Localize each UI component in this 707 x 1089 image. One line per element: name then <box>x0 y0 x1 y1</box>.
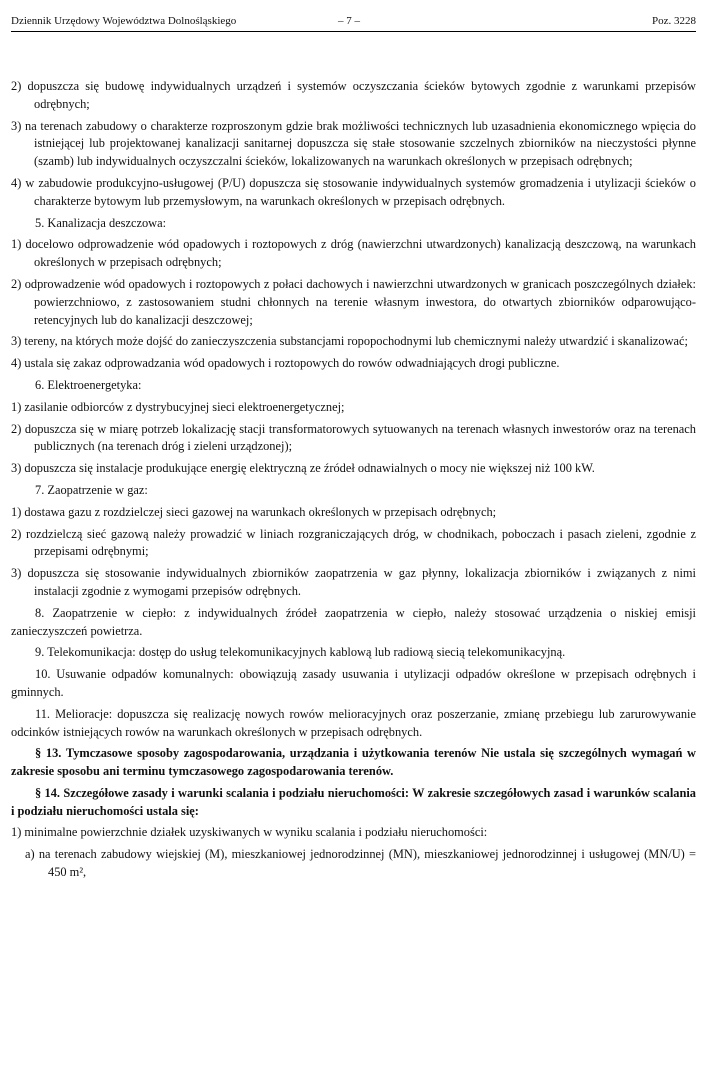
journal-title: Dziennik Urzędowy Województwa Dolnośląskiego <box>11 15 237 27</box>
paragraph: 1) minimalne powierzchnie działek uzyskiwanych w wyniku scalania i podziału nieruchomości: <box>11 825 488 840</box>
paragraph: 5. Kanalizacja deszczowa: <box>35 215 167 230</box>
paragraph: § 14. Szczegółowe zasady i warunki scalania i podziału nieruchomości: W zakresie szczegółowych zasad i warunków scalania i podziału nieruchomości ustala się: <box>11 785 696 818</box>
paragraph: 2) rozdzielczą sieć gazową należy prowadzić w liniach rozgraniczających dróg, w chodnikach, poboczach i pasach zieleni, zgodnie z przepisami odrębnymi; <box>11 526 696 559</box>
paragraph: 3) dopuszcza się instalacje produkujące energię elektryczną ze źródeł odnawialnych o mocy nie większej niż 100 kW. <box>11 461 595 476</box>
paragraph: 1) zasilanie odbiorców z dystrybucyjnej sieci elektroenergetycznej; <box>11 399 345 414</box>
paragraph: 4) w zabudowie produkcyjno-usługowej (P/U) dopuszcza się stosowanie indywidualnych systemów gromadzenia i utylizacji ścieków o charakterze bytowym lub przemysłowym, na warunkach określonych w przepisach odrębnych. <box>11 175 696 208</box>
paragraph: § 13. Tymczasowe sposoby zagospodarowania, urządzania i użytkowania terenów Nie ustala się szczególnych wymagań w zakresie sposobu ani terminu tymczasowego zagospodarowania terenów. <box>11 746 696 779</box>
paragraph: 1) docelowo odprowadzenie wód opadowych i roztopowych z dróg (nawierzchni utwardzonych) kanalizacją deszczową, na warunkach określonych w przepisach odrębnych; <box>11 237 696 270</box>
paragraph: 11. Melioracje: dopuszcza się realizację nowych rowów melioracyjnych oraz poszerzanie, zmianę przebiegu lub zarurowywanie odcinków istniejących rowów na warunkach określonych w przepisach odrębnych. <box>11 706 696 739</box>
paragraph: 10. Usuwanie odpadów komunalnych: obowiązują zasady usuwania i utylizacji odpadów określone w przepisach odrębnych i gminnych. <box>11 667 696 699</box>
paragraph: 1) dostawa gazu z rozdzielczej sieci gazowej na warunkach określonych w przepisach odrębnych; <box>11 504 497 519</box>
paragraph: 6. Elektroenergetyka: <box>35 377 142 392</box>
paragraph: 9. Telekomunikacja: dostęp do usług telekomunikacyjnych kablową lub radiową siecią telekomunikacyjną. <box>35 645 566 660</box>
paragraph: 4) ustala się zakaz odprowadzania wód opadowych i roztopowych do rowów odwadniających drogi publiczne. <box>11 356 560 371</box>
document-body <box>11 78 696 886</box>
paragraph: 2) dopuszcza się w miarę potrzeb lokalizację stacji transformatorowych sytuowanych na terenach własnych inwestorów oraz na terenach publicznych (na terenach dróg i zieleni urządzonej); <box>11 421 696 454</box>
paragraph: 7. Zaopatrzenie w gaz: <box>35 482 148 497</box>
page-header <box>11 11 696 32</box>
paragraph: 3) na terenach zabudowy o charakterze rozproszonym gdzie brak możliwości technicznych lub uzasadnienia ekonomicznego wpięcia do istniejącej lub projektowanej kanalizacji sanitarnej dopuszcza się stałe stosowanie szczelnych zbiorników na nieczystości płynne (szamb) lub indywidualnych oczyszczalni ścieków, lokalizowanych na warunkach określonych w przepisach odrębnych; <box>11 118 696 169</box>
paragraph: 8. Zaopatrzenie w ciepło: z indywidualnych źródeł zaopatrzenia w ciepło, należy stosować urządzenia o niskiej emisji zanieczyszczeń powietrza. <box>11 605 696 638</box>
paragraph: 2) dopuszcza się budowę indywidualnych urządzeń i systemów oczyszczania ścieków bytowych zgodnie z warunkami przepisów odrębnych; <box>11 79 696 111</box>
paragraph: 3) tereny, na których może dojść do zanieczyszczenia substancjami ropopochodnymi lub chemicznymi należy utwardzić i skanalizować; <box>11 334 688 349</box>
paragraph: 3) dopuszcza się stosowanie indywidualnych zbiorników zaopatrzenia w gaz płynny, lokalizacja zbiorników i związanych z nimi instalacji zgodnie z wymogami przepisów odrębnych. <box>11 566 696 598</box>
paragraph: 2) odprowadzenie wód opadowych i roztopowych z połaci dachowych i nawierzchni utwardzonych w granicach poszczególnych działek: powierzchniowo, z zastosowaniem studni chłonnych na terenie własnym inwestora, do otwartych zbiorników odparowująco-retencyjnych lub do kanalizacji deszczowej; <box>11 276 696 327</box>
paragraph: a) na terenach zabudowy wiejskiej (M), mieszkaniowej jednorodzinnej (MN), mieszkaniowej jednorodzinnej i usługowej (MN/U) = 450 m², <box>25 847 696 880</box>
position-number: Poz. 3228 <box>652 15 696 27</box>
page-number: – 7 – <box>338 15 360 27</box>
